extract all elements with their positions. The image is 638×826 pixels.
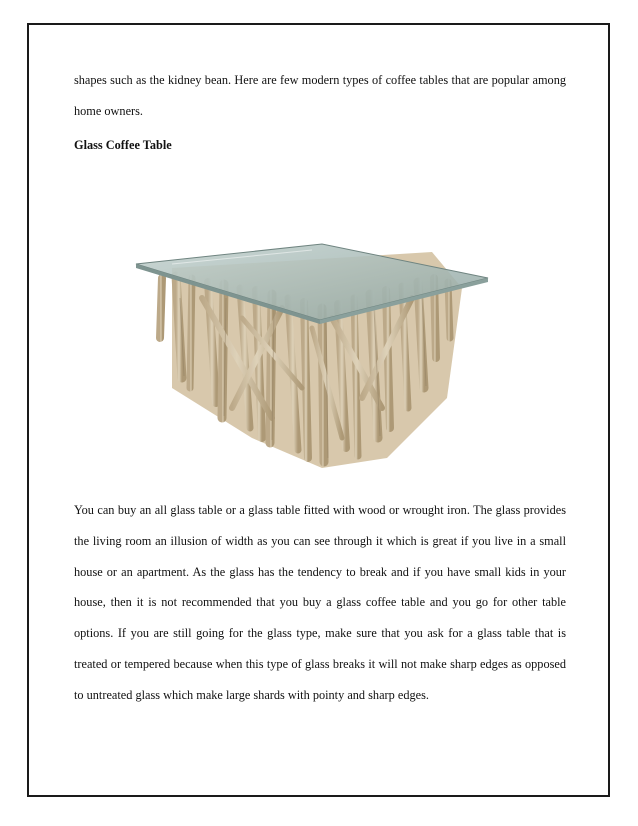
glass-coffee-table-image <box>132 238 494 476</box>
body-paragraph: You can buy an all glass table or a glass table fitted with wood or wrought iron. The glass provides the living room an illusion of width as you can see through it which is great if you live in a small house or an apartment. As the glass has the tendency to break and if you have small kids in your house, then it is not recommended that you buy a glass coffee table and you go for other table options. If you are still going for the glass type, make sure that you ask for a glass table that is treated or tempered because when this type of glass breaks it will not make sharp edges as opposed to untreated glass which make large shards with pointy and sharp edges. <box>74 503 566 702</box>
intro-paragraph: shapes such as the kidney bean. Here are few modern types of coffee tables that are popular among home owners. <box>74 73 566 118</box>
section-heading: Glass Coffee Table <box>74 138 172 152</box>
